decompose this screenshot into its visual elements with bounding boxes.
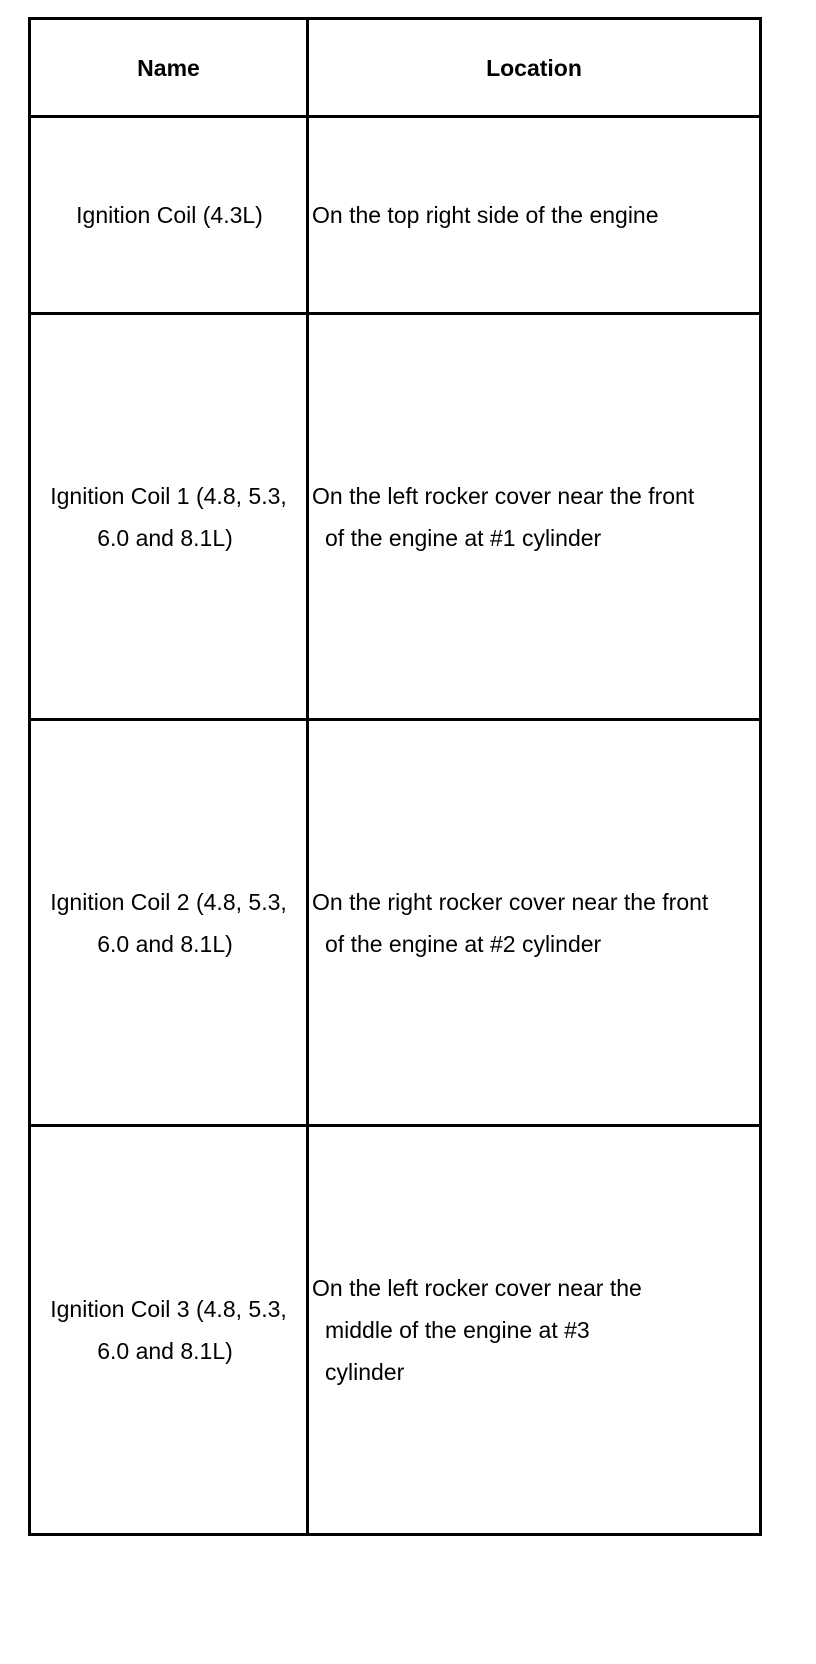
- table-row: [31, 721, 759, 1127]
- row-location-cell: [309, 721, 759, 1124]
- row-location-cell: [309, 118, 759, 312]
- row-name-text: [74, 194, 263, 236]
- header-name: Name: [31, 20, 309, 115]
- row-name-line: Ignition Coil 1 (4.8, 5.3,: [50, 482, 287, 509]
- row-location-line: middle of the engine at #3: [325, 1317, 590, 1343]
- row-name-line: Ignition Coil 2 (4.8, 5.3,: [50, 888, 287, 915]
- row-location-cell: [309, 315, 759, 718]
- row-name-cell: [31, 315, 309, 718]
- row-location-cell: [309, 1127, 759, 1533]
- row-location-line: On the left rocker cover near the: [312, 1275, 642, 1301]
- table-header-row: [31, 20, 759, 118]
- row-name-text: [50, 881, 287, 965]
- row-location-line: of the engine at #1 cylinder: [325, 524, 602, 551]
- table-row: [31, 118, 759, 315]
- row-location-line: On the top right side of the engine: [312, 202, 659, 228]
- row-name-line: 6.0 and 8.1L): [97, 1338, 233, 1364]
- row-name-text: [50, 1288, 287, 1372]
- row-name-cell: [31, 118, 309, 312]
- row-location-line: On the left rocker cover near the front: [312, 482, 695, 509]
- ignition-coil-location-table: [28, 17, 762, 1536]
- row-name-line: 6.0 and 8.1L): [97, 524, 233, 551]
- row-name-line: Ignition Coil 3 (4.8, 5.3,: [50, 1296, 287, 1322]
- row-name-cell: [31, 721, 309, 1124]
- row-name-line: 6.0 and 8.1L): [97, 930, 233, 957]
- row-name-line: Ignition Coil (4.3L): [76, 202, 263, 228]
- header-location: Location: [486, 54, 582, 81]
- row-location-line: On the right rocker cover near the front: [312, 888, 709, 915]
- table-row: [31, 315, 759, 721]
- table-row: [31, 1127, 759, 1533]
- row-name-text: [50, 475, 287, 559]
- row-location-line: of the engine at #2 cylinder: [325, 930, 602, 957]
- row-name-cell: [31, 1127, 309, 1533]
- row-location-line: cylinder: [325, 1359, 405, 1385]
